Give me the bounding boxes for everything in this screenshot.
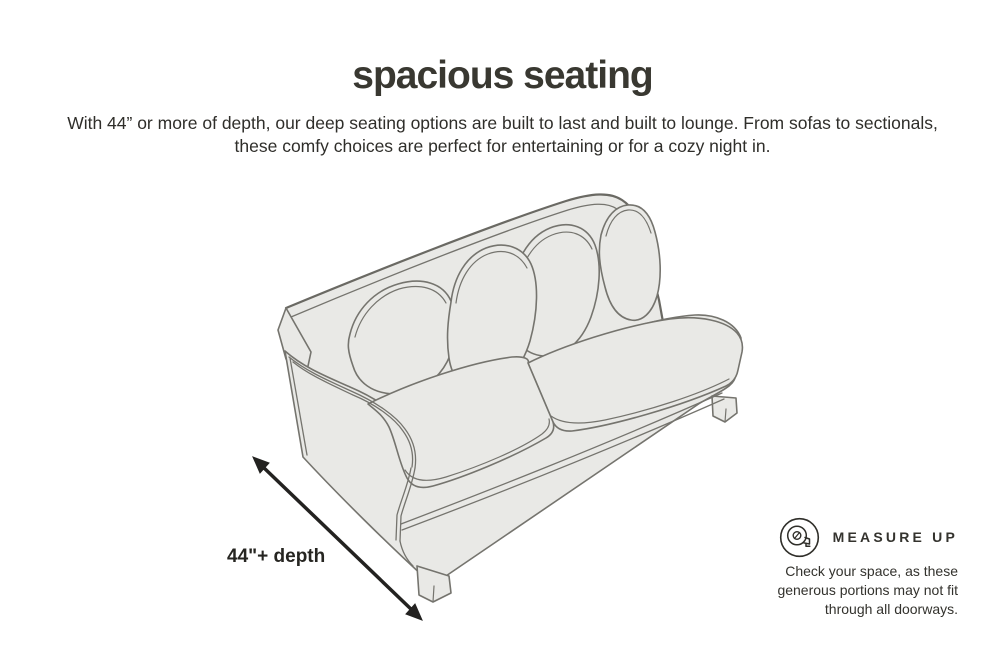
page-title: spacious seating bbox=[352, 54, 653, 97]
measure-up-header bbox=[779, 516, 958, 558]
measure-up-note-line: Check your space, as these bbox=[785, 563, 958, 579]
tape-measure-icon bbox=[779, 517, 820, 558]
intro-text: With 44” or more of depth, our deep seating options are built to last and built to lounge. From sofas to sectionals, these comfy choices are perfect for entertaining or for a cozy night in. bbox=[67, 113, 938, 156]
measure-up-section bbox=[738, 516, 958, 619]
measure-up-note-line: through all doorways. bbox=[824, 601, 958, 617]
measure-up-note bbox=[777, 562, 958, 619]
sofa-drawing bbox=[278, 194, 742, 602]
measure-up-note-line: generous portions may not fit bbox=[777, 582, 958, 598]
depth-dimension-label: 44"+ depth bbox=[227, 546, 326, 567]
measure-up-title: MEASURE UP bbox=[832, 529, 958, 545]
